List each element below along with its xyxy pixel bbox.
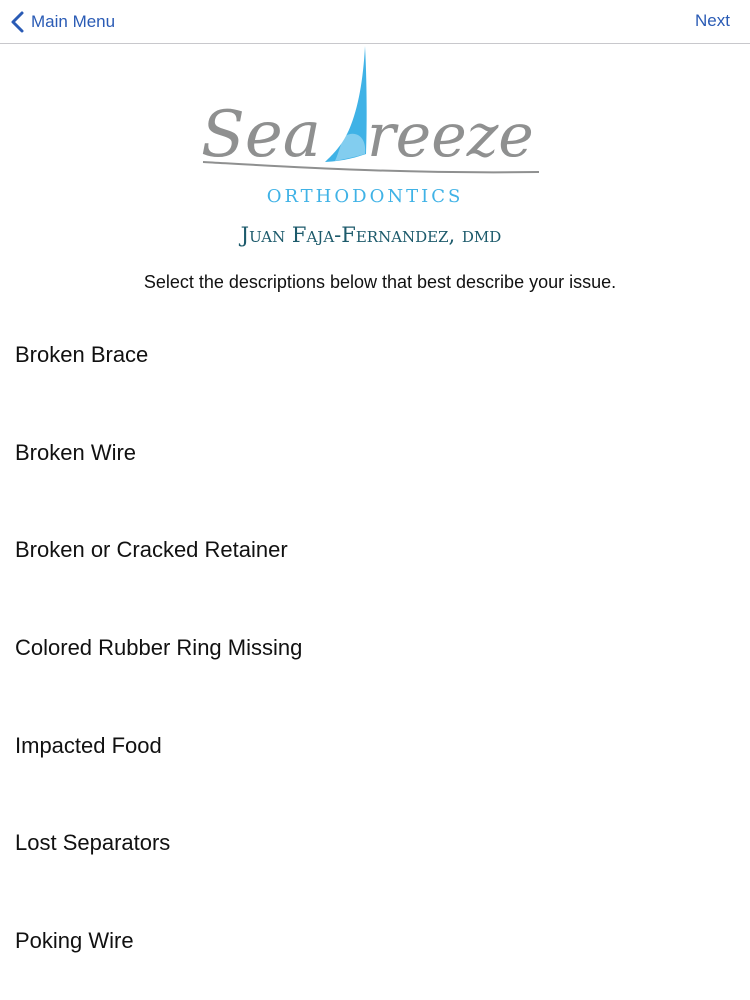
instructions-text: Select the descriptions below that best describe your issue. [143,272,617,292]
issue-lost-separators[interactable]: Lost Separators [15,830,171,856]
main-menu-back-button[interactable] [9,9,115,35]
chevron-left-icon [9,10,29,34]
next-button[interactable]: Next [695,11,730,30]
issue-list [0,312,750,996]
navigation-bar [0,0,750,44]
brand-subtitle: ORTHODONTICS [266,186,464,207]
issue-broken-wire[interactable]: Broken Wire [15,439,137,465]
issue-poking-wire[interactable]: Poking Wire [15,928,134,954]
issue-rubber-ring-missing[interactable]: Colored Rubber Ring Missing [15,635,303,661]
issue-impacted-food[interactable]: Impacted Food [15,732,162,758]
brand-script-sea: Sea [201,98,321,172]
brand-script-reeze: reeze [367,101,534,171]
main-menu-label: Main Menu [31,12,116,31]
issue-broken-brace[interactable]: Broken Brace [15,342,149,367]
seabreeze-logo [195,44,555,254]
issue-broken-retainer[interactable]: Broken or Cracked Retainer [15,537,288,563]
doctor-name: Juan Faja-Fernandez, dmd [240,223,502,247]
